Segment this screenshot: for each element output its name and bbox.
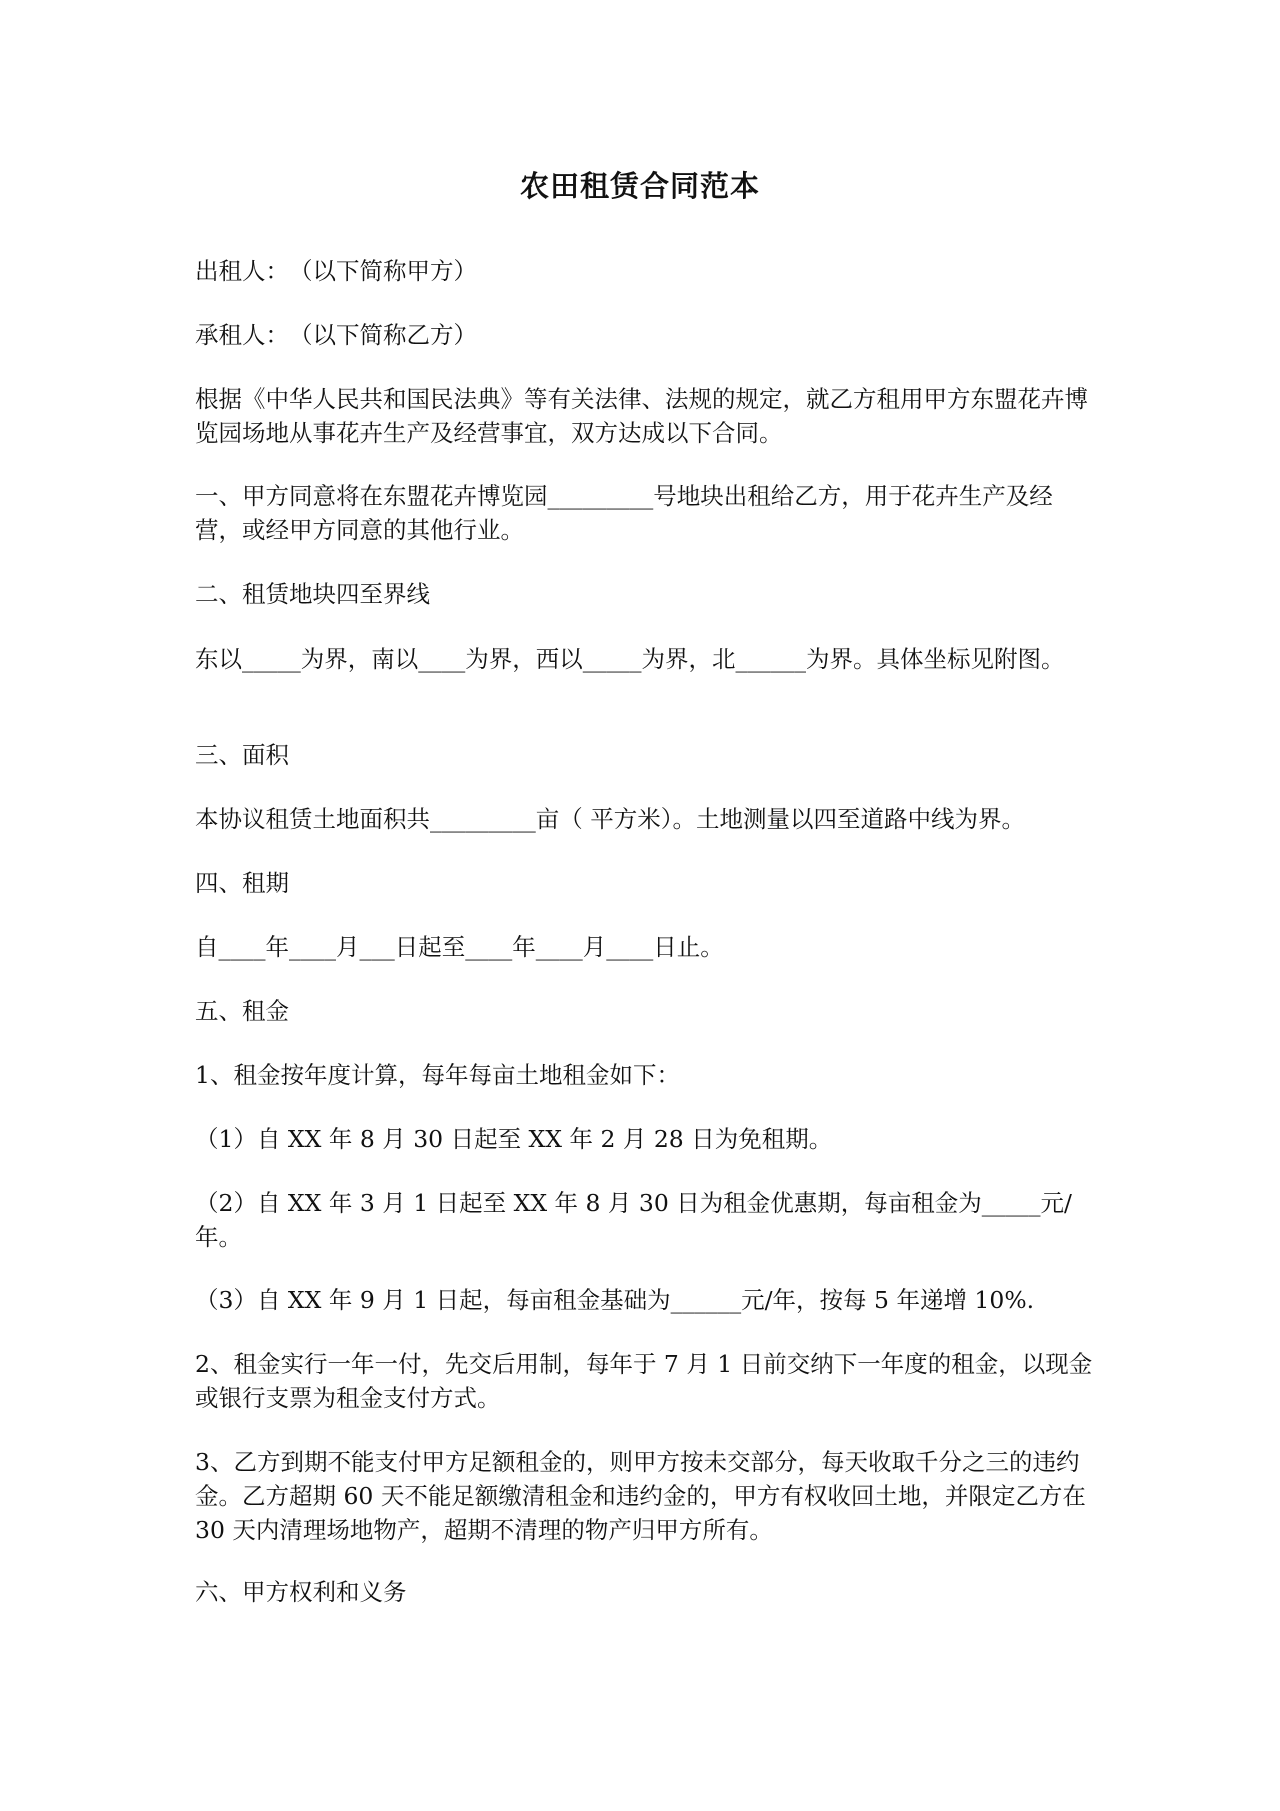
paragraph-rent-3: 3、乙方到期不能支付甲方足额租金的，则甲方按未交部分，每天收取千分之三的违约金。乙方超期 60 天不能足额缴清租金和违约金的，甲方有权收回土地，并限定乙方在 30 天内清理场地物产，超期不清理的物产归甲方所有。 bbox=[195, 1448, 1094, 1544]
section-heading-term: 四、租期 bbox=[195, 869, 289, 897]
paragraph-term: 自____年____月___日起至____年____月____日止。 bbox=[195, 933, 724, 961]
paragraph-rent-1-2: （2）自 XX 年 3 月 1 日起至 XX 年 8 月 30 日为租金优惠期，每亩租金为_____元/年。 bbox=[195, 1189, 1072, 1251]
document-title: 农田租赁合同范本 bbox=[519, 169, 760, 203]
paragraph-rent-1-3: （3）自 XX 年 9 月 1 日起，每亩租金基础为______元/年，按每 5 年递增 10%. bbox=[195, 1286, 1035, 1314]
paragraph-preamble: 根据《中华人民共和国民法典》等有关法律、法规的规定，就乙方租用甲方东盟花卉博览园场地从事花卉生产及经营事宜，双方达成以下合同。 bbox=[195, 385, 1088, 447]
paragraph-rent-1: 1、租金按年度计算，每年每亩土地租金如下： bbox=[195, 1061, 680, 1089]
paragraph-lessee: 承租人： （以下简称乙方） bbox=[195, 321, 477, 349]
paragraph-rent-1-1: （1）自 XX 年 8 月 30 日起至 XX 年 2 月 28 日为免租期。 bbox=[195, 1125, 833, 1153]
section-heading-rent: 五、租金 bbox=[195, 997, 289, 1025]
section-heading-area: 三、面积 bbox=[195, 741, 289, 769]
paragraph-area: 本协议租赁土地面积共_________亩（ 平方米）。土地测量以四至道路中线为界。 bbox=[195, 805, 1025, 833]
paragraph-boundaries: 东以_____为界，南以____为界，西以_____为界，北______为界。具体坐标见附图。 bbox=[195, 645, 1065, 673]
paragraph-rent-2: 2、租金实行一年一付，先交后用制，每年于 7 月 1 日前交纳下一年度的租金，以现金或银行支票为租金支付方式。 bbox=[195, 1350, 1093, 1412]
section-heading-lessor-rights: 六、甲方权利和义务 bbox=[195, 1578, 407, 1606]
paragraph-clause-1: 一、甲方同意将在东盟花卉博览园_________号地块出租给乙方，用于花卉生产及经营，或经甲方同意的其他行业。 bbox=[195, 482, 1053, 544]
section-heading-boundaries: 二、租赁地块四至界线 bbox=[195, 580, 430, 608]
paragraph-lessor: 出租人： （以下简称甲方） bbox=[195, 257, 477, 285]
